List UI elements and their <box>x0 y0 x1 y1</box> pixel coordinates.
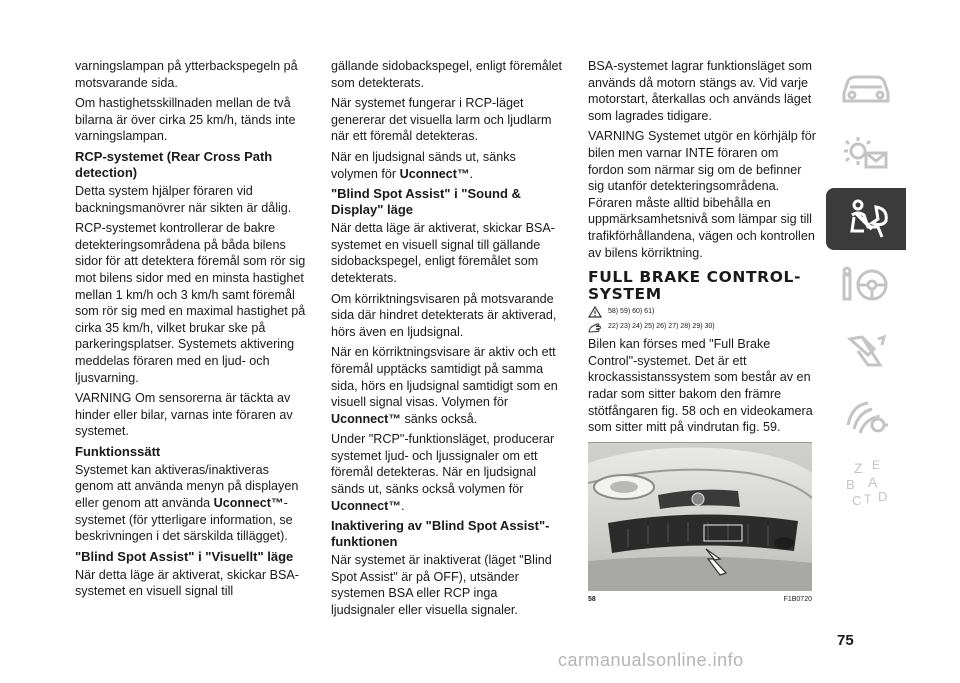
paragraph: När systemet fungerar i RCP-läget genererar det visuella larm och ljudlarm när ett föremål detekteras. <box>331 96 552 144</box>
uconnect-brand: Uconnect™ <box>213 496 284 511</box>
section-heading: Inaktivering av "Blind Spot Assist"-funktionen <box>331 518 550 550</box>
text-span: sänks också. <box>400 411 478 426</box>
uconnect-brand: Uconnect™ <box>331 411 401 426</box>
text-span: -systemet (för ytterligare information, se beskrivningen i det särskilda tillägget). <box>75 496 293 544</box>
svg-text:D: D <box>878 489 888 504</box>
paragraph: Om hastighetsskillnaden mellan de två bilarna är över cirka 25 km/h, tänds inte varningslampan. <box>75 96 296 144</box>
text-span: När en körriktningsvisare är aktiv och ett föremål upptäcks samtidigt på samma sida, hörs en ljudsignal samtidigt som en visuell signal visas. Volymen för <box>331 345 558 410</box>
paragraph: varningslampan på ytterbackspegeln på motsvarande sida. <box>75 59 298 90</box>
watermark: carmanualsonline.info <box>558 650 744 670</box>
lights-messages-icon <box>838 133 894 173</box>
uconnect-brand: Uconnect™ <box>399 166 470 181</box>
paragraph: Bilen kan förses med "Full Brake Control"-systemet. Det är ett krockassistanssystem som består av en radar som sitter bakom den främre stötfångaren fig. 58 och en videokamera som sitter mitt på vindrutan fig. 59. <box>588 337 813 435</box>
text-span: När en ljudsignal sänds ut, sänks volymen för <box>331 149 516 181</box>
text-column-1 <box>75 58 307 604</box>
figure-caption <box>588 591 812 609</box>
tab-car-dashboard[interactable] <box>826 56 906 118</box>
text-span: . <box>400 498 405 513</box>
text-span: Systemet kan aktiveras/inaktiveras genom att använda menyn på displayen eller genom att använda <box>75 462 299 511</box>
figure-code: F1B0720 <box>783 595 812 603</box>
maintenance-icon <box>838 395 894 439</box>
paragraph <box>331 344 563 427</box>
paragraph: gällande sidobackspegel, enligt föremålet som detekterats. <box>331 59 563 90</box>
paragraph: När systemet är inaktiverat (läget "Blind Spot Assist" är på OFF), utsänder systemen BSA eller RCP inga ljudsignaler eller visuella signaler. <box>331 553 552 618</box>
index-letters-icon <box>838 457 894 509</box>
tab-index[interactable] <box>826 452 906 514</box>
svg-text:A: A <box>868 474 878 490</box>
warning-reference <box>588 306 816 318</box>
text-column-2 <box>331 58 563 623</box>
page-number: 75 <box>837 632 854 649</box>
caution-reference <box>588 321 816 333</box>
text-column-3 <box>588 58 816 608</box>
tab-lights-messages[interactable] <box>826 122 906 184</box>
section-heading: RCP-systemet (Rear Cross Path detection) <box>75 148 273 180</box>
paragraph: När detta läge är aktiverat, skickar BSA-systemet en visuell signal till gällande sidobackspegel, enligt föremålet som detekterats. <box>331 221 555 285</box>
tab-emergency[interactable] <box>826 320 906 382</box>
car-front-photo <box>588 443 812 591</box>
warning-triangle-icon <box>588 306 602 318</box>
paragraph <box>75 462 307 545</box>
section-heading: Funktionssätt <box>75 443 161 459</box>
caution-hand-icon <box>588 321 602 333</box>
chapter-tabs <box>826 56 906 518</box>
paragraph: Om körriktningsvisaren på motsvarande sida där hindret detekterats är aktiverad, hörs även en ljudsignal. <box>331 291 557 339</box>
section-heading: "Blind Spot Assist" i "Visuellt" läge <box>75 548 294 564</box>
car-dashboard-icon <box>838 67 894 107</box>
paragraph: BSA-systemet lagrar funktionsläget som används då motorn stängs av. Vid varje motorstart, återkallas och används läget som lagrades tidigare. <box>588 59 812 123</box>
section-heading: "Blind Spot Assist" i "Sound & Display" läge <box>331 186 521 218</box>
svg-text:C: C <box>852 493 862 508</box>
chapter-heading: FULL BRAKE CONTROL-SYSTEM <box>588 268 801 304</box>
tab-starting-driving[interactable] <box>826 254 906 316</box>
figure-number: 58 <box>588 595 596 603</box>
paragraph: RCP-systemet kontrollerar de bakre detekteringsområdena på båda bilens sidor för att detektera föremål som rör sig mot bilens sidor med en minsta hastighet mellan 1 km/h och 3 km/h samt föremål som rör sig med en maximal hastighet på cirka 35 km/h, vilket brukar ske på parkeringsplatser. Systemets aktivering meddelas föraren med en ljud- och ljusvarning. <box>75 221 306 385</box>
paragraph: När detta läge är aktiverat, skickar BSA-systemet en visuell signal till <box>75 567 299 599</box>
paragraph <box>331 431 563 514</box>
paragraph: Detta system hjälper föraren vid backningsmanövrer när sikten är dålig. <box>75 183 292 215</box>
uconnect-brand: Uconnect™ <box>331 498 401 513</box>
starting-driving-icon <box>838 263 894 307</box>
warning-ref-numbers: 58) 59) 60) 61) <box>608 308 655 316</box>
safety-airbag-icon <box>838 197 894 241</box>
text-span: . <box>469 166 474 181</box>
paragraph <box>331 149 563 182</box>
caution-ref-numbers: 22) 23) 24) 25) 26) 27) 28) 29) 30) <box>608 323 715 331</box>
svg-text:T: T <box>864 492 872 506</box>
text-span: Under "RCP"-funktionsläget, producerar systemet ljud- och ljussignaler om ett föremål detekteras. När en ljudsignal sänds ut, sänks också volymen för <box>331 432 555 497</box>
svg-text:E: E <box>872 458 881 472</box>
tab-maintenance[interactable] <box>826 386 906 448</box>
car-front-illustration <box>588 443 812 591</box>
tab-safety[interactable] <box>826 188 906 250</box>
warning-paragraph: VARNING Systemet utgör en körhjälp för bilen men varnar INTE föraren om fordon som närmar sig om de befinner sig utanför detekteringsområdena. Föraren måste alltid bibehålla en uppmärksamhetsnivå som lämpar sig till trafikförhållandena, vägen och kontrollen av bilens körriktning. <box>588 129 816 260</box>
figure <box>588 442 812 609</box>
svg-text:Z: Z <box>854 460 863 476</box>
svg-text:B: B <box>846 477 855 492</box>
emergency-icon <box>838 329 894 373</box>
warning-paragraph: VARNING Om sensorerna är täckta av hinder eller bilar, varnas inte föraren av systemet. <box>75 391 293 439</box>
